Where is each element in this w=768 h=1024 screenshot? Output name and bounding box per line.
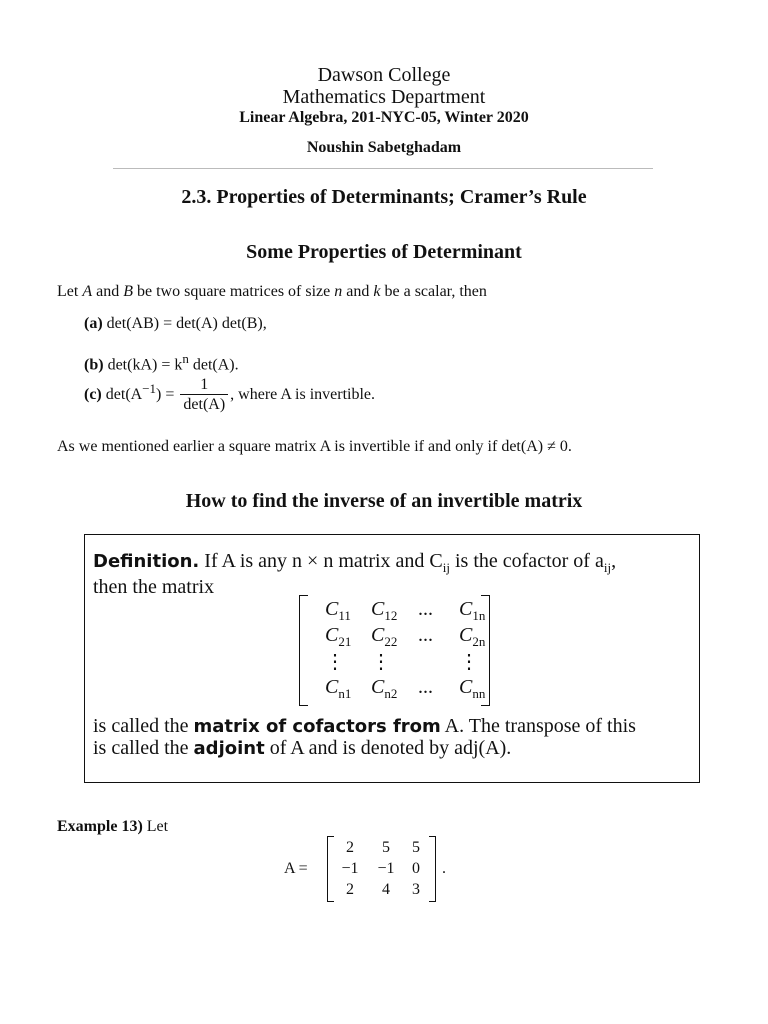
cofactor-cell: $C_{21}$ [325,624,352,649]
example-matrix-cell: 5 [382,839,390,856]
invertibility-note: As we mentioned earlier a square matrix A is invertible if and only if det(A) ≠ 0. [57,438,572,455]
example-matrix [334,836,429,902]
cofactor-matrix [309,595,486,706]
cofactor-cell: $C_{22}$ [371,624,398,649]
property-c: (c) $\det(A^{-1})$ = $\frac{1}{\det(A)}$ , where A is invertible. [84,376,376,413]
example-lhs: A = [284,860,308,877]
example-matrix-cell: −1 [341,860,359,877]
cofactor-cell: $C_{11}$ [325,598,351,623]
example-matrix-cell: −1 [377,860,395,877]
cofactor-cell: $C_{nn}$ [459,676,486,701]
definition-line-3: is called the matrix of cofactors from A. The transpose of this [93,715,636,737]
author-name: Noushin Sabetghadam [306,139,462,156]
cofactor-cell: ... [418,598,433,620]
example-matrix-cell: 5 [412,839,420,856]
definition-line-2: then the matrix [93,576,215,598]
definition-box [84,534,700,783]
course-info: Linear Algebra, 201-NYC-05, Winter 2020 [239,109,529,126]
example-matrix-cell: 2 [346,839,354,856]
cofactor-cell: ⋮ [371,651,391,673]
header-divider [113,168,653,169]
example-label: Example 13) Let [57,818,169,835]
properties-heading: Some Properties of Determinant [246,241,522,263]
example-matrix-cell: 0 [412,860,420,877]
cofactor-cell: $C_{n2}$ [371,676,398,701]
properties-intro: Let A and B be two square matrices of size n and k be a scalar, then [57,283,487,300]
property-a: (a) det(AB) = det(A) det(B), [84,315,267,332]
cofactor-cell: $C_{1n}$ [459,598,486,623]
fraction: $\frac{1}{\det(A)}$ [180,376,228,415]
example-period: . [442,860,446,877]
department-name: Mathematics Department [282,86,486,108]
institution-name: Dawson College [317,64,451,86]
cofactor-cell: $C_{2n}$ [459,624,486,649]
example-matrix-cell: 3 [412,881,420,898]
cofactor-cell: ... [418,624,433,646]
example-left-bracket [327,836,334,902]
cofactor-left-bracket [299,595,308,706]
example-matrix-cell: 4 [382,881,390,898]
definition-line-4: is called the adjoint of A and is denoted by adj(A). [93,737,512,759]
property-b: (b) $\det(kA) = k^n$ det(A). [84,351,239,374]
cofactor-cell: $C_{n1}$ [325,676,352,701]
example-matrix-cell: 2 [346,881,354,898]
definition-line-1: Definition. If A is any n × n matrix and $C_{ij}$ is the cofactor of $a_{ij}$, [93,550,617,575]
cofactor-cell: ⋮ [325,651,345,673]
cofactor-cell: $C_{12}$ [371,598,398,623]
inverse-heading: How to find the inverse of an invertible matrix [185,490,583,512]
cofactor-cell: ... [418,676,433,698]
cofactor-cell: ⋮ [459,651,479,673]
section-title: 2.3. Properties of Determinants; Cramer’s Rule [181,186,587,208]
